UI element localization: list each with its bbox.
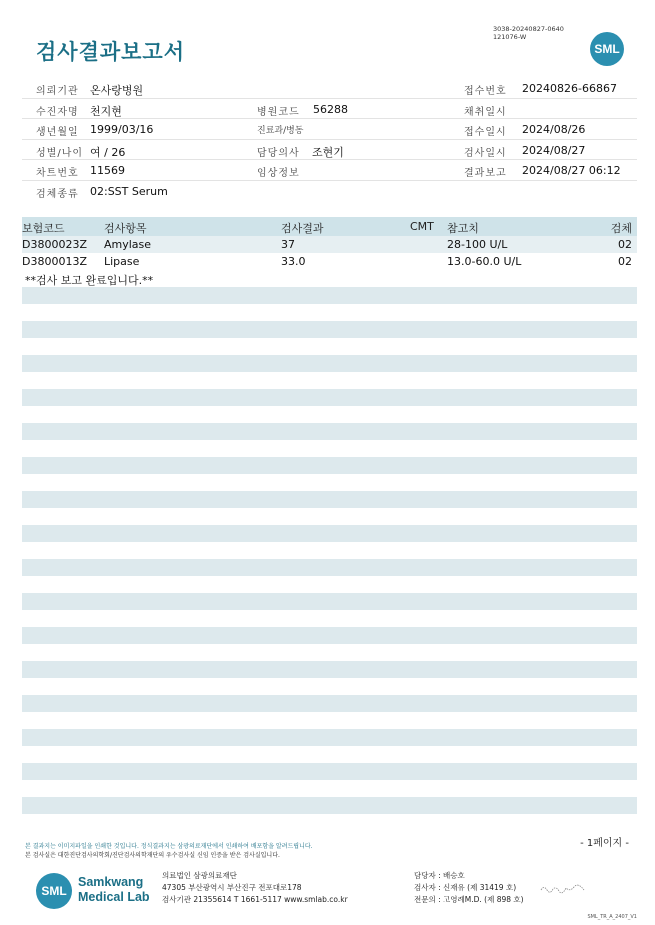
empty-row bbox=[22, 593, 637, 610]
info-value: 20240826-66867 bbox=[522, 82, 617, 95]
column-header: 검사결과 bbox=[281, 222, 324, 235]
empty-row bbox=[22, 797, 637, 814]
info-label: 검사일시 bbox=[464, 147, 507, 159]
info-value: 천지현 bbox=[90, 104, 122, 118]
info-label: 진료과/병동 bbox=[257, 126, 304, 136]
info-label: 채취일시 bbox=[464, 106, 507, 118]
info-row bbox=[22, 160, 637, 181]
table-cell: D3800023Z bbox=[22, 238, 87, 251]
empty-row bbox=[22, 661, 637, 678]
info-value: 02:SST Serum bbox=[90, 184, 168, 198]
empty-row bbox=[22, 321, 637, 338]
info-row bbox=[22, 181, 637, 202]
table-cell: 13.0-60.0 U/L bbox=[447, 255, 522, 268]
staff-specialist: 전문의 : 고영례M.D. (제 898 호) bbox=[414, 895, 524, 904]
info-label: 담당의사 bbox=[257, 147, 300, 159]
staff-manager: 담당자 : 배승호 bbox=[414, 871, 465, 880]
info-row bbox=[22, 78, 637, 99]
info-label: 접수번호 bbox=[464, 86, 507, 97]
info-label: 차트번호 bbox=[36, 168, 79, 179]
footer-notes bbox=[25, 842, 313, 860]
empty-row bbox=[22, 729, 637, 746]
info-label: 결과보고 bbox=[464, 168, 507, 179]
column-header: 검사항목 bbox=[104, 222, 147, 235]
empty-row bbox=[22, 355, 637, 372]
table-cell: 33.0 bbox=[281, 255, 306, 268]
column-header: 보험코드 bbox=[22, 222, 65, 235]
brand-line-2: Medical Lab bbox=[78, 890, 150, 904]
table-cell: 37 bbox=[281, 238, 295, 251]
info-row bbox=[22, 99, 637, 120]
info-row bbox=[22, 119, 637, 140]
info-value: 11569 bbox=[90, 164, 125, 177]
info-value: 온사랑병원 bbox=[90, 84, 144, 97]
info-label: 생년월일 bbox=[36, 127, 79, 138]
document-code-line-1: 3038-20240827-0640 bbox=[493, 25, 564, 33]
document-code bbox=[493, 25, 564, 41]
info-value: 56288 bbox=[313, 102, 348, 116]
empty-row bbox=[22, 457, 637, 474]
page-number: - 1페이지 - bbox=[580, 838, 629, 849]
table-row bbox=[22, 236, 637, 253]
info-value: 2024/08/27 bbox=[522, 143, 586, 157]
empty-row bbox=[22, 695, 637, 712]
column-header: 검체 bbox=[610, 222, 632, 235]
info-label: 성별/나이 bbox=[36, 147, 84, 159]
table-cell: Lipase bbox=[104, 255, 140, 268]
form-code: SML_TR_A_2407_V1 bbox=[587, 914, 637, 920]
staff-tester: 검사자 : 신재유 (제 31419 호) bbox=[414, 883, 517, 892]
table-cell: D3800013Z bbox=[22, 255, 87, 268]
organization-contact: 검사기관 21355614 T 1661-5117 www.smlab.co.kr bbox=[162, 895, 348, 904]
brand-name bbox=[78, 875, 150, 905]
brand-line-1: Samkwang bbox=[78, 875, 144, 889]
organization-address: 47305 부산광역시 부산진구 전포대로178 bbox=[162, 883, 302, 892]
organization-info bbox=[162, 870, 348, 906]
empty-row bbox=[22, 763, 637, 780]
sml-footer-logo-icon: SML bbox=[36, 873, 72, 909]
staff-info bbox=[414, 870, 524, 906]
table-row bbox=[22, 253, 637, 270]
info-value: 2024/08/27 06:12 bbox=[522, 164, 621, 177]
info-label: 검체종류 bbox=[36, 188, 79, 200]
table-cell: 02 bbox=[618, 238, 632, 251]
empty-row bbox=[22, 389, 637, 406]
info-label: 의뢰기관 bbox=[36, 86, 79, 97]
footer-note-certification: 본 검사실은 대한진단검사의학회/진단검사의학재단의 우수검사실 신임 인증을 받은 검사실입니다. bbox=[25, 852, 280, 859]
info-label: 병원코드 bbox=[257, 106, 300, 118]
info-label: 수진자명 bbox=[36, 106, 79, 118]
empty-row bbox=[22, 627, 637, 644]
report-complete-text: **검사 보고 완료입니다.** bbox=[25, 274, 154, 287]
footer-note-print: 본 결과지는 이미지파일을 인쇄한 것입니다. 정식결과지는 삼광의료재단에서 인쇄하여 배포함을 알려드립니다. bbox=[25, 843, 313, 850]
info-value: 조현기 bbox=[312, 145, 344, 159]
info-label: 임상정보 bbox=[257, 168, 300, 179]
column-header: CMT bbox=[410, 220, 434, 233]
info-value: 여 / 26 bbox=[90, 145, 126, 159]
report-title: 검사결과보고서 bbox=[36, 40, 186, 64]
results-header bbox=[22, 217, 637, 236]
empty-row bbox=[22, 491, 637, 508]
patient-info-table bbox=[22, 78, 637, 201]
info-row bbox=[22, 140, 637, 161]
empty-row bbox=[22, 423, 637, 440]
table-cell: Amylase bbox=[104, 238, 152, 251]
info-value: 2024/08/26 bbox=[522, 123, 586, 136]
empty-row-stripes bbox=[22, 287, 637, 831]
empty-row bbox=[22, 287, 637, 304]
info-label: 접수일시 bbox=[464, 127, 507, 138]
signature-icon bbox=[540, 884, 586, 894]
info-value: 1999/03/16 bbox=[90, 123, 154, 136]
empty-row bbox=[22, 525, 637, 542]
empty-row bbox=[22, 559, 637, 576]
sml-logo-icon: SML bbox=[590, 32, 624, 66]
organization-name: 의료법인 삼광의료재단 bbox=[162, 871, 237, 880]
table-cell: 02 bbox=[618, 255, 632, 268]
results-table bbox=[22, 217, 637, 270]
table-cell: 28-100 U/L bbox=[447, 238, 508, 251]
column-header: 참고치 bbox=[447, 222, 479, 235]
document-code-line-2: 121076-W bbox=[493, 33, 527, 41]
